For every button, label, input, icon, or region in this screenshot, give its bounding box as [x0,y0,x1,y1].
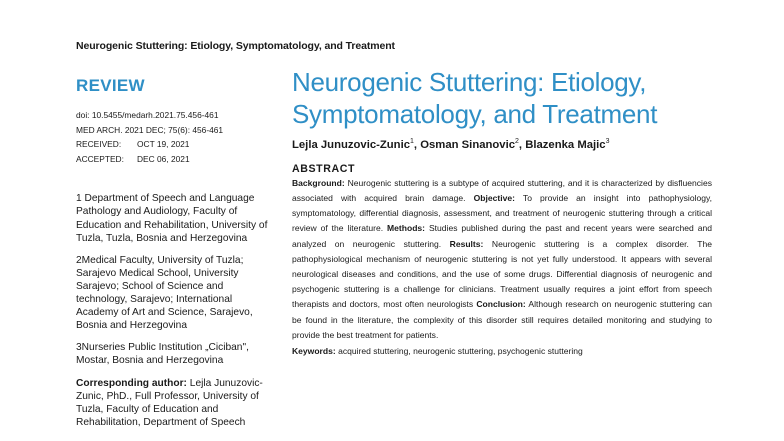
background-label: Background: [292,177,345,188]
received-date: OCT 19, 2021 [137,139,190,150]
affiliations [76,192,276,367]
section-label: REVIEW [76,76,145,95]
affiliation-2: 2Medical Faculty, University of Tuzla; Sarajevo Medical School, University Sarajevo; School of Science and technology, Sarajevo; International Academy of Art and Science, Sarajevo, Bosnia and Herzegovina [76,254,253,332]
corresponding-author-label: Corresponding author: [76,377,187,389]
abstract-heading: ABSTRACT [292,162,356,175]
author-separator: , [413,138,421,151]
keywords-label: Keywords: [292,346,336,356]
accepted-row [76,152,276,167]
affiliation-3: 3Nurseries Public Institution „Ciciban", Mostar, Bosnia and Herzegovina [76,342,249,367]
keywords-text: acquired stuttering, neurogenic stuttering, psychogenic stuttering [335,346,583,356]
author-name: Blazenka Majic [525,138,606,151]
author-affiliation-mark: 2 [515,138,519,145]
corresponding-author-text: Lejla Junuzovic-Zunic, PhD., Full Professor, University of Tuzla, Faculty of Education and Rehabilitation, Department of Speech [76,377,263,428]
author-affiliation-mark: 1 [410,138,414,145]
article-info-column [76,76,276,429]
accepted-date: DEC 06, 2021 [137,153,190,164]
methods-label: Methods: [387,223,426,234]
doi: doi: 10.5455/medarh.2021.75.456-461 [76,110,219,120]
objective-label: Objective: [473,192,515,203]
conclusion-label: Conclusion: [476,299,526,310]
received-row [76,137,276,152]
conclusion-text: Although research on neurogenic stuttering can be found in the literature, the complexity of this disorder still requires detailed monitoring and studying to provide the best treatment for patients. [292,299,712,340]
objective-text: To provide an insight into pathophysiology, symptomatology, differential diagnosis, assessment, and treatment of neurogenic stuttering through a critical review of the literature. [292,192,712,234]
author-name: Lejla Junuzovic-Zunic [292,138,411,151]
author-affiliation-mark: 3 [605,138,610,145]
results-text: Neurogenic stuttering is a complex disorder. The pathophysiological mechanism of neurogenic stuttering is not yet fully understood. It appears with several neurological diseases and conditions, and the use of some drugs. Differential diagnosis of neurogenic and psychogenic stuttering is a challenge for clinicians. Treatment usually requires a joint effort from speech therapists and doctors, most often neurologists [292,238,712,310]
results-label: Results: [449,238,484,249]
affiliation-1: 1 Department of Speech and Language Pathology and Audiology, Faculty of Education and Rehabilitation, University of Tuzla, Tuzla, Bosnia and Herzegovina [76,193,268,244]
background-text: Neurogenic stuttering is a subtype of acquired stuttering, and it is characterized by disfluencies associated with acquired brain damage. [292,177,712,203]
title-line-1: Neurogenic Stuttering: Etiology, [292,67,647,97]
keywords [292,344,712,359]
authors [292,138,712,151]
citation: MED ARCH. 2021 DEC; 75(6): 456-461 [76,124,224,135]
received-label: RECEIVED: [76,139,122,150]
author-name: Osman Sinanovic [420,138,516,151]
author-separator: , [518,138,526,151]
article-title [292,66,712,130]
accepted-label: ACCEPTED: [76,153,124,164]
running-head: Neurogenic Stuttering: Etiology, Symptomatology, and Treatment [76,40,395,52]
methods-text: Studies published during the past and recent years were searched and analyzed on neurogenic stuttering. [292,223,712,249]
title-line-2: Symptomatology, and Treatment [292,99,658,129]
main-column [292,66,712,359]
corresponding-author [76,377,276,429]
abstract-body [292,176,712,343]
